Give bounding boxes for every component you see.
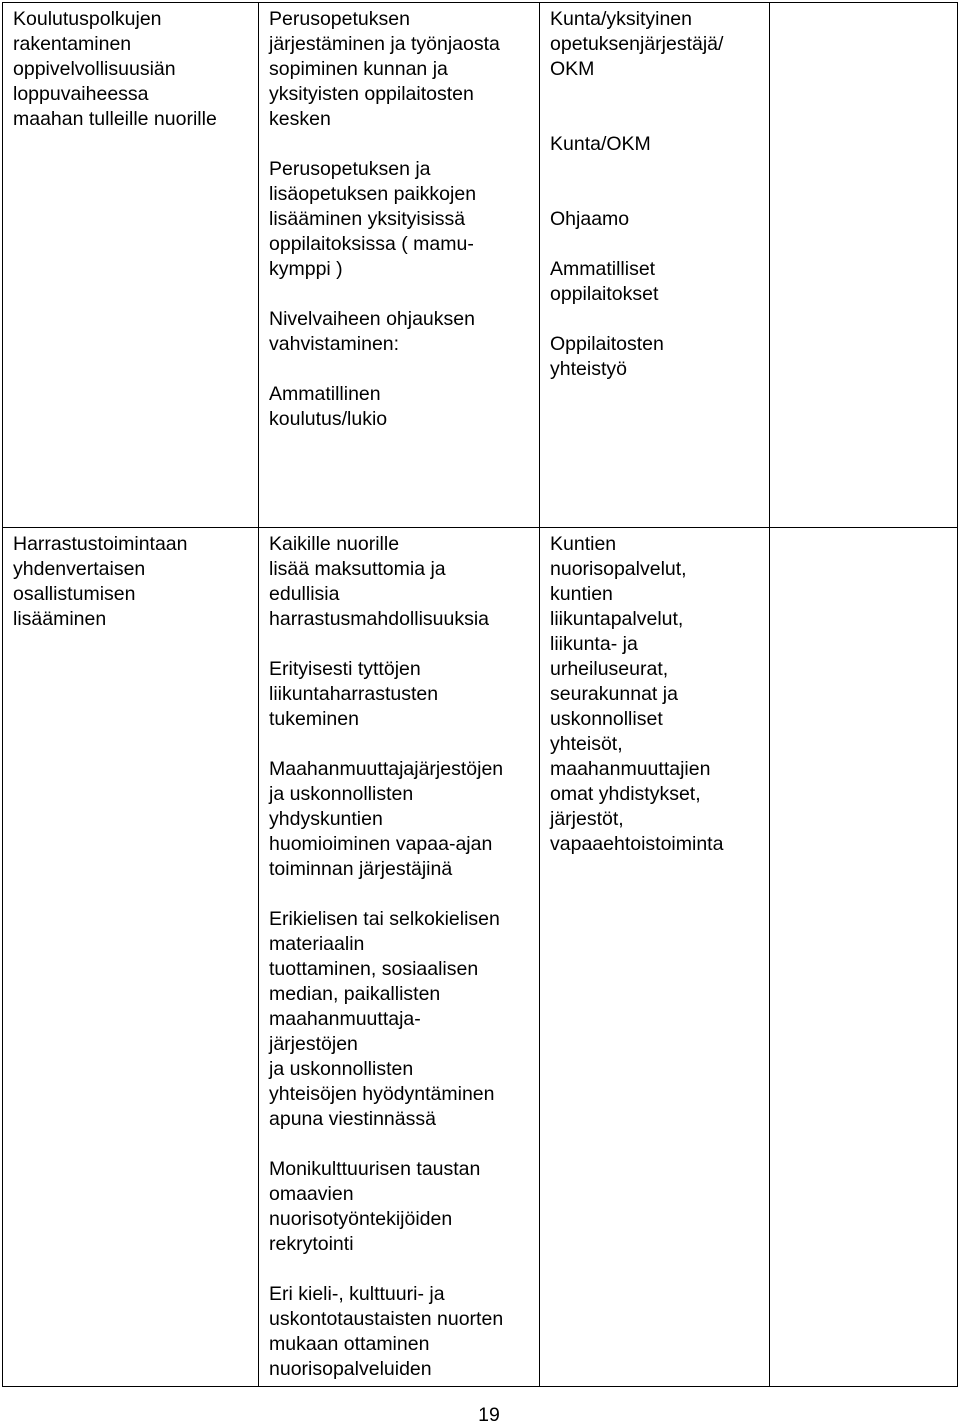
cell-paragraph [550,332,761,382]
cell-paragraph [550,257,761,307]
text-line: Eri kieli-, kulttuuri- ja [269,1283,445,1305]
cell-paragraph [269,1157,531,1257]
text-line: Ohjaamo [550,208,630,230]
text-line: Oppilaitosten [550,333,664,355]
text-line: Kunta/yksityinen [550,8,692,30]
text-line: huomioiminen vapaa-ajan [269,833,493,855]
text-line: vahvistaminen: [269,333,400,355]
text-line: omaavien [269,1183,354,1205]
cell-paragraph [550,7,761,82]
responsible-cell [540,3,770,528]
text-line: toiminnan järjestäjinä [269,858,453,880]
text-line: yhteistyö [550,358,627,380]
text-line: liikunta- ja [550,633,638,655]
text-line: nuorisopalveluiden [269,1358,432,1380]
actions-cell [259,528,540,1387]
text-line: edullisia [269,583,340,605]
text-line: omat yhdistykset, [550,783,701,805]
text-line: osallistumisen [13,583,136,605]
text-line: seurakunnat ja [550,683,678,705]
text-line: yhteisöt, [550,733,623,755]
text-line: ja uskonnollisten [269,783,414,805]
text-line: Ammatillinen [269,383,381,405]
text-line: maahanmuuttajien [550,758,711,780]
text-line: sopiminen kunnan ja [269,58,448,80]
text-line: yhdyskuntien [269,808,383,830]
text-line: lisää maksuttomia ja [269,558,446,580]
page-number: 19 [478,1404,500,1426]
cell-paragraph [269,657,531,732]
text-line: opetuksenjärjestäjä/ [550,33,724,55]
cell-paragraph [269,532,531,632]
cell-paragraph [269,1282,531,1382]
text-line: Monikulttuurisen taustan [269,1158,481,1180]
actions-cell [259,3,540,528]
text-line: Kaikille nuorille [269,533,400,555]
cell-paragraph [269,307,531,357]
text-line: koulutus/lukio [269,408,388,430]
cell-paragraph [269,907,531,1132]
goal-cell [3,528,259,1387]
text-line: maahan tulleille nuorille [13,108,217,130]
text-line: Maahanmuuttajajärjestöjen [269,758,504,780]
empty-cell [770,528,958,1387]
text-line: uskonnolliset [550,708,663,730]
text-line: Ammatilliset [550,258,656,280]
cell-paragraph [550,132,761,157]
text-line: Erikielisen tai selkokielisen [269,908,500,930]
text-line: oppivelvollisuusiän [13,58,176,80]
text-line: yksityisten oppilaitosten [269,83,474,105]
text-line: maahanmuuttaja- [269,1008,421,1030]
table-row [3,528,958,1387]
cell-paragraph [269,157,531,282]
empty-cell [770,3,958,528]
text-line: loppuvaiheessa [13,83,149,105]
cell-paragraph [269,757,531,882]
text-line: OKM [550,58,595,80]
text-line: ja uskonnollisten [269,1058,414,1080]
text-line: Kunta/OKM [550,133,651,155]
text-line: Erityisesti tyttöjen [269,658,421,680]
responsible-cell [540,528,770,1387]
text-line: Nivelvaiheen ohjauksen [269,308,475,330]
text-line: oppilaitoksissa ( mamu- [269,233,474,255]
text-line: liikuntaharrastusten [269,683,439,705]
text-line: urheiluseurat, [550,658,669,680]
text-line: kesken [269,108,331,130]
text-line: median, paikallisten [269,983,441,1005]
table-row [3,3,958,528]
cell-paragraph [13,532,250,632]
text-line: rakentaminen [13,33,132,55]
text-line: Koulutuspolkujen [13,8,162,30]
text-line: Harrastustoimintaan [13,533,188,555]
text-line: kuntien [550,583,613,605]
cell-paragraph [550,532,761,857]
text-line: uskontotaustaisten nuorten [269,1308,504,1330]
text-line: järjestöjen [269,1033,358,1055]
cell-paragraph [550,207,761,232]
text-line: liikuntapalvelut, [550,608,684,630]
text-line: oppilaitokset [550,283,659,305]
text-line: vapaaehtoistoiminta [550,833,724,855]
text-line: yhteisöjen hyödyntäminen [269,1083,495,1105]
text-line: Perusopetuksen ja [269,158,431,180]
goal-cell [3,3,259,528]
text-line: lisäopetuksen paikkojen [269,183,477,205]
text-line: yhdenvertaisen [13,558,146,580]
text-line: Perusopetuksen [269,8,410,30]
text-line: materiaalin [269,933,365,955]
text-line: järjestöt, [550,808,624,830]
text-line: rekrytointi [269,1233,354,1255]
text-line: harrastusmahdollisuuksia [269,608,490,630]
text-line: mukaan ottaminen [269,1333,430,1355]
measures-table [2,2,958,1387]
text-line: nuorisotyöntekijöiden [269,1208,453,1230]
text-line: Kuntien [550,533,617,555]
text-line: järjestäminen ja työnjaosta [269,33,500,55]
text-line: nuorisopalvelut, [550,558,687,580]
text-line: lisääminen yksityisissä [269,208,466,230]
cell-paragraph [269,7,531,132]
text-line: kymppi ) [269,258,343,280]
cell-paragraph [13,7,250,132]
text-line: lisääminen [13,608,107,630]
cell-paragraph [269,382,531,432]
text-line: tuottaminen, sosiaalisen [269,958,479,980]
text-line: tukeminen [269,708,359,730]
text-line: apuna viestinnässä [269,1108,436,1130]
